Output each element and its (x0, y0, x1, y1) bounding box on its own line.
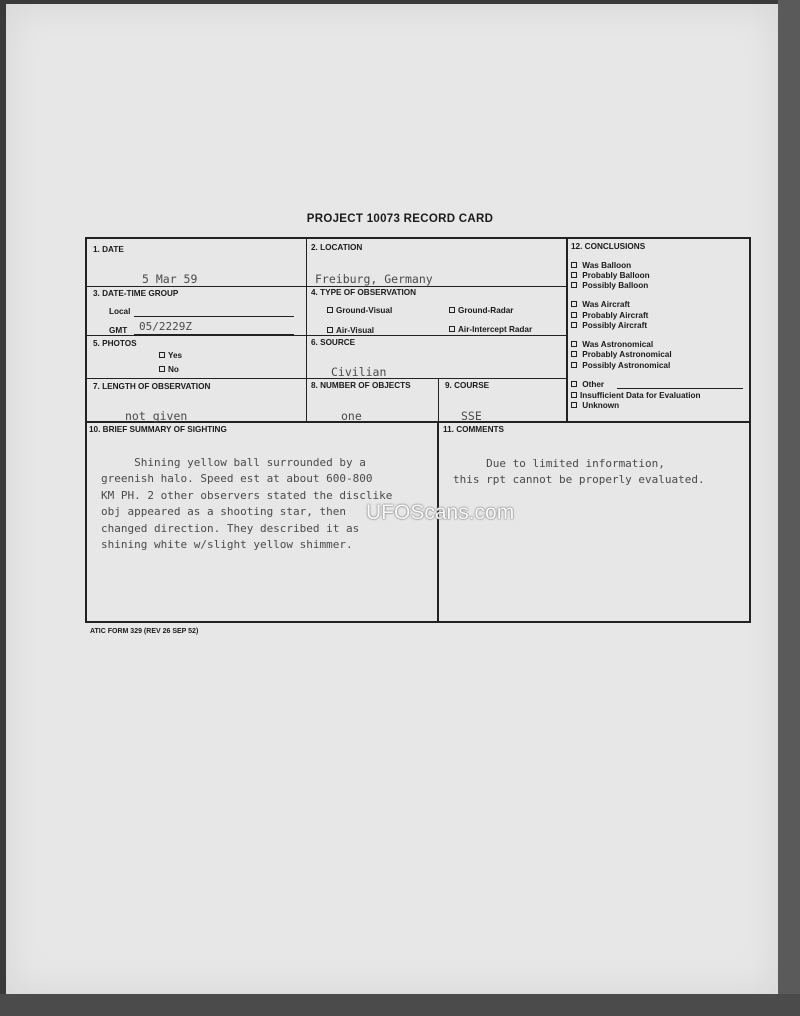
option-air-intercept-radar: Air-Intercept Radar (449, 325, 532, 334)
conclusion-insufficient-data: Insufficient Data for Evaluation (571, 391, 701, 400)
photos-label: 5. PHOTOS (93, 339, 137, 348)
option-ground-visual: Ground-Visual (327, 306, 392, 315)
date-time-group-label: 3. DATE-TIME GROUP (93, 289, 179, 298)
date-value: 5 Mar 59 (142, 272, 198, 286)
conclusion-was-aircraft: Was Aircraft (571, 300, 630, 309)
conclusion-probably-balloon: Probably Balloon (571, 271, 650, 280)
checkbox-possibly-aircraft (571, 322, 577, 328)
gmt-value: 05/2229Z (139, 320, 192, 333)
source-label: 6. SOURCE (311, 338, 356, 347)
comments-label: 11. COMMENTS (443, 425, 504, 434)
conclusion-was-astronomical: Was Astronomical (571, 340, 653, 349)
conclusion-probably-aircraft: Probably Aircraft (571, 311, 648, 320)
comments-line: Due to limited information, (453, 456, 665, 470)
checkbox-photos-no (159, 366, 165, 372)
summary-label: 10. BRIEF SUMMARY OF SIGHTING (89, 425, 227, 434)
conclusion-possibly-balloon: Possibly Balloon (571, 281, 648, 290)
local-label: Local (109, 307, 131, 316)
location-value: Freiburg, Germany (315, 272, 433, 286)
divider-col-course (438, 378, 439, 422)
checkbox-photos-yes (159, 352, 165, 358)
course-value: SSE (461, 409, 482, 423)
checkbox-ground-visual (327, 307, 333, 313)
length-of-observation-value: not given (125, 409, 188, 423)
date-label: 1. DATE (93, 245, 124, 254)
checkbox-was-astronomical (571, 341, 577, 347)
summary-line: obj appeared as a shooting star, then (101, 505, 347, 518)
checkbox-probably-astronomical (571, 351, 577, 357)
divider-row1 (87, 286, 566, 287)
summary-line: shining white w/slight yellow shimmer. (101, 538, 353, 551)
checkbox-insufficient-data (571, 392, 577, 398)
option-photos-yes: Yes (159, 351, 182, 360)
conclusion-probably-astronomical: Probably Astronomical (571, 350, 672, 359)
checkbox-probably-balloon (571, 272, 577, 278)
card-title: PROJECT 10073 RECORD CARD (306, 213, 494, 225)
checkbox-unknown (571, 402, 577, 408)
summary-line: Shining yellow ball surrounded by a (101, 455, 366, 469)
source-value: Civilian (331, 365, 387, 379)
checkbox-was-balloon (571, 262, 577, 268)
conclusion-was-balloon: Was Balloon (571, 261, 631, 270)
checkbox-possibly-balloon (571, 282, 577, 288)
divider-row2 (87, 335, 566, 336)
checkbox-probably-aircraft (571, 312, 577, 318)
divider-conclusions (566, 239, 568, 422)
option-ground-radar: Ground-Radar (449, 306, 514, 315)
checkbox-was-aircraft (571, 301, 577, 307)
conclusion-possibly-aircraft: Possibly Aircraft (571, 321, 647, 330)
checkbox-possibly-astronomical (571, 362, 577, 368)
other-underline (617, 388, 743, 389)
summary-line: changed direction. They described it as (101, 521, 360, 535)
length-of-observation-label: 7. LENGTH OF OBSERVATION (93, 382, 211, 391)
number-of-objects-value: one (341, 409, 362, 423)
option-air-visual: Air-Visual (327, 326, 374, 335)
conclusion-unknown: Unknown (571, 401, 619, 410)
summary-line: KM PH. 2 other observers stated the disclike (101, 488, 393, 502)
record-card (85, 237, 751, 623)
divider-col-left (306, 239, 307, 422)
divider-row3 (87, 378, 566, 379)
local-underline (134, 316, 294, 317)
gmt-label: GMT (109, 326, 128, 335)
course-label: 9. COURSE (445, 381, 490, 390)
scan-edge-bottom (0, 994, 800, 1016)
conclusion-possibly-astronomical: Possibly Astronomical (571, 361, 670, 370)
number-of-objects-label: 8. NUMBER OF OBJECTS (311, 381, 411, 390)
conclusion-other: Other (571, 380, 604, 389)
checkbox-air-visual (327, 327, 333, 333)
form-number: ATIC FORM 329 (REV 26 SEP 52) (90, 628, 199, 635)
summary-text (101, 438, 392, 587)
comments-line: this rpt cannot be properly evaluated. (453, 473, 705, 486)
checkbox-air-intercept-radar (449, 326, 455, 332)
scan-edge-right (778, 0, 800, 1016)
option-photos-no: No (159, 365, 179, 374)
checkbox-ground-radar (449, 307, 455, 313)
watermark: UFOScans.com (366, 501, 515, 524)
type-of-observation-label: 4. TYPE OF OBSERVATION (311, 288, 417, 297)
summary-line: greenish halo. Speed est at about 600-800 (101, 472, 373, 485)
location-label: 2. LOCATION (311, 243, 363, 252)
conclusions-label: 12. CONCLUSIONS (571, 242, 646, 251)
checkbox-other (571, 381, 577, 387)
gmt-underline (134, 334, 294, 335)
